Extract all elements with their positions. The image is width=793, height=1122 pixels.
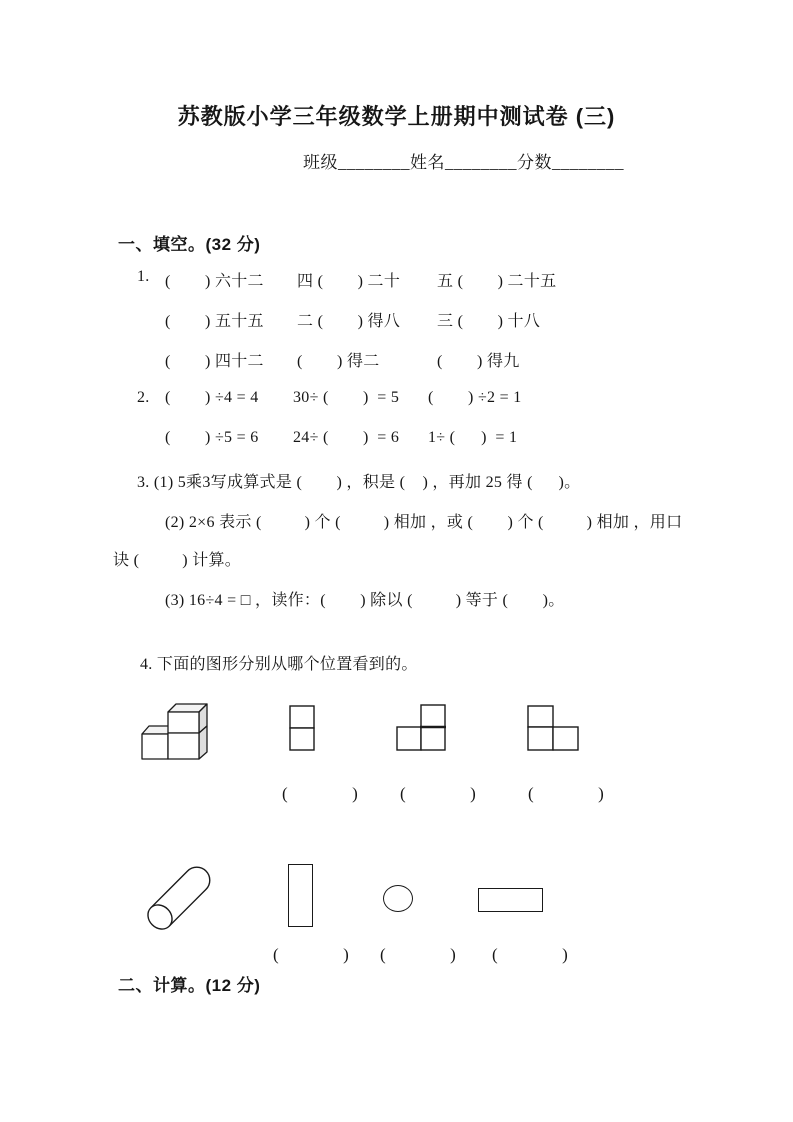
view-l-shape-top-right <box>396 703 448 753</box>
q3-line-4: (3) 16÷4 = □ ，读作：( ) 除以 ( ) 等于 ( )。 <box>165 592 565 609</box>
view-l-shape-top-left <box>527 704 581 752</box>
q3-line-1: 3. (1) 5乘3写成算式是 ( ) ，积是 ( ) ，再加 25 得 ( )。 <box>137 474 581 491</box>
cube-stack-3d-figure <box>138 690 212 764</box>
q1-cell: ( ) 六十二 <box>165 273 264 290</box>
q2-cell: ( ) ÷4 = 4 <box>165 389 259 406</box>
q1-row-3 <box>0 348 793 370</box>
q3-line-2: (2) 2×6 表示 ( ) 个 ( ) 相加 ，或 ( ) 个 ( ) 相加 ，用口 <box>165 514 683 531</box>
q1-cell: ( ) 得二 <box>297 353 380 370</box>
view-two-squares-vertical <box>289 704 317 752</box>
q2-cell: ( ) ÷5 = 6 <box>165 429 259 446</box>
wide-rectangle-figure <box>478 888 543 912</box>
answer-blank: ( ) <box>528 784 606 803</box>
q2-row-2 <box>0 429 793 451</box>
q2-row-1 <box>0 389 793 411</box>
section-calc-heading: 二、计算。(12 分) <box>118 976 261 995</box>
q1-cell: 四 ( ) 二十 <box>297 273 401 290</box>
page-title: 苏教版小学三年级数学上册期中测试卷 (三) <box>177 104 616 129</box>
q1-row-1 <box>0 268 793 290</box>
q1-cell: ( ) 得九 <box>437 353 520 370</box>
q2-cell: 24÷ ( ) = 6 <box>293 429 400 446</box>
q1-cell: ( ) 五十五 <box>165 313 264 330</box>
student-info-line: 班级________姓名________分数________ <box>303 153 624 172</box>
q1-cell: 三 ( ) 十八 <box>437 313 541 330</box>
answer-blank: ( ) <box>282 784 360 803</box>
q4-prompt: 4. 下面的图形分别从哪个位置看到的。 <box>140 656 418 673</box>
answer-blank: ( ) <box>273 945 351 964</box>
q1-number: 1. <box>137 268 150 285</box>
answer-blank: ( ) <box>380 945 458 964</box>
tall-rectangle-figure <box>288 864 313 927</box>
q2-cell: 1÷ ( ) = 1 <box>428 429 518 446</box>
q2-cell: ( ) ÷2 = 1 <box>428 389 522 406</box>
q1-cell: 五 ( ) 二十五 <box>437 273 557 290</box>
q3-line-3: 诀 ( ) 计算。 <box>113 552 242 569</box>
cylinder-3d-figure <box>140 858 218 932</box>
q1-cell: 二 ( ) 得八 <box>297 313 401 330</box>
section-fill-heading: 一、填空。(32 分) <box>118 235 261 254</box>
answer-blank: ( ) <box>492 945 570 964</box>
q2-number: 2. <box>137 389 150 406</box>
q2-cell: 30÷ ( ) = 5 <box>293 389 400 406</box>
q1-row-2 <box>0 308 793 330</box>
circle-figure <box>383 885 413 912</box>
q1-cell: ( ) 四十二 <box>165 353 264 370</box>
answer-blank: ( ) <box>400 784 478 803</box>
